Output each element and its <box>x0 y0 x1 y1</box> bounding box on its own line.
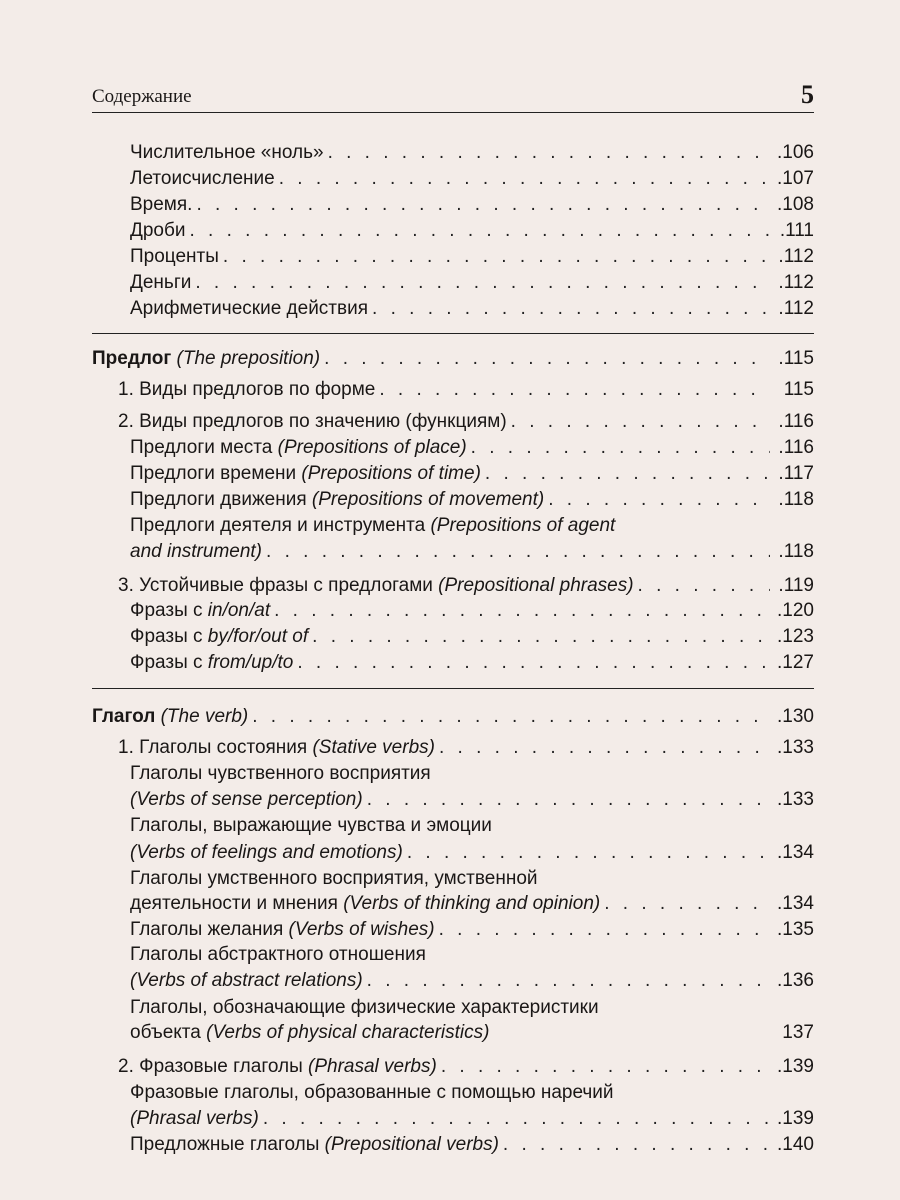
toc-entry-thinking-cont[interactable]: деятельности и мнения (Verbs of thinking and opinion) . . . .134 <box>130 891 814 917</box>
toc-entry-by-for[interactable]: Фразы с by/for/out of . . . .123 <box>130 624 814 650</box>
toc-entry-prep-time[interactable]: Предлоги времени (Prepositions of time) . . . .117 <box>130 461 814 487</box>
toc-entry-feelings-cont[interactable]: (Verbs of feelings and emotions) . . . .134 <box>130 840 814 866</box>
header-title: Содержание <box>92 86 192 107</box>
header-page-number: 5 <box>801 80 814 109</box>
toc-entry-money[interactable]: Деньги . . . .112 <box>130 270 814 296</box>
toc-entry-abstract-cont[interactable]: (Verbs of abstract relations) . . . .136 <box>130 968 814 994</box>
toc-entry-prep-forms[interactable]: 1. Виды предлогов по форме . . . 115 <box>118 377 814 403</box>
toc-entry-from-up[interactable]: Фразы с from/up/to . . . .127 <box>130 650 814 676</box>
toc-entry-dates[interactable]: Летоисчисление . . . .107 <box>130 166 814 192</box>
toc-entry-physical-cont[interactable]: объекта (Verbs of physical characteristics) 137 <box>130 1022 814 1043</box>
toc-entry-sense-cont[interactable]: (Verbs of sense perception) . . . .133 <box>130 787 814 813</box>
page-header <box>92 82 814 113</box>
section-divider <box>92 333 814 334</box>
toc-entry-prep-phrases[interactable]: 3. Устойчивые фразы с предлогами (Prepositional phrases) . . . .119 <box>118 573 814 599</box>
toc-entry-wishes[interactable]: Глаголы желания (Verbs of wishes) . . . .135 <box>130 917 814 943</box>
toc-entry-prep-agent[interactable]: Предлоги деятеля и инструмента (Prepositions of agent <box>130 515 616 536</box>
toc-entry-arith[interactable]: Арифметические действия . . . .112 <box>130 296 814 322</box>
toc-entry-thinking[interactable]: Глаголы умственного восприятия, умственной <box>130 868 538 889</box>
toc-entry-stative[interactable]: 1. Глаголы состояния (Stative verbs) . . . .133 <box>118 735 814 761</box>
toc-entry-phrasal[interactable]: 2. Фразовые глаголы (Phrasal verbs) . . . .139 <box>118 1054 814 1080</box>
toc-entry-adverbs-cont[interactable]: (Phrasal verbs) . . . .139 <box>130 1106 814 1132</box>
toc-entry-prep-meanings[interactable]: 2. Виды предлогов по значению (функциям) . . . .116 <box>118 409 814 435</box>
toc-entry-fractions[interactable]: Дроби . . . .111 <box>130 218 814 244</box>
toc-entry-sense[interactable]: Глаголы чувственного восприятия <box>130 763 431 784</box>
toc-entry-prep-place[interactable]: Предлоги места (Prepositions of place) . . . .116 <box>130 435 814 461</box>
toc-section-verb[interactable]: Глагол (The verb) . . . .130 <box>92 704 814 730</box>
toc-entry-time[interactable]: Время. . . . .108 <box>130 192 814 218</box>
toc-entry-feelings[interactable]: Глаголы, выражающие чувства и эмоции <box>130 815 492 836</box>
section-divider <box>92 688 814 689</box>
toc-section-preposition[interactable]: Предлог (The preposition) . . . .115 <box>92 346 814 372</box>
toc-entry-adverbs[interactable]: Фразовые глаголы, образованные с помощью наречий <box>130 1082 614 1103</box>
toc-entry-prepositional[interactable]: Предложные глаголы (Prepositional verbs) . . . .140 <box>130 1132 814 1158</box>
toc-entry-prep-agent-cont[interactable]: and instrument) . . . .118 <box>130 539 814 565</box>
toc-entry-prep-movement[interactable]: Предлоги движения (Prepositions of movement) . . . .118 <box>130 487 814 513</box>
toc-entry-physical[interactable]: Глаголы, обозначающие физические характеристики <box>130 997 599 1018</box>
toc-entry-zero[interactable]: Числительное «ноль» . . . .106 <box>130 140 814 166</box>
toc-entry-abstract[interactable]: Глаголы абстрактного отношения <box>130 944 426 965</box>
toc-entry-in-on-at[interactable]: Фразы с in/on/at . . . .120 <box>130 598 814 624</box>
toc-entry-percent[interactable]: Проценты . . . .112 <box>130 244 814 270</box>
